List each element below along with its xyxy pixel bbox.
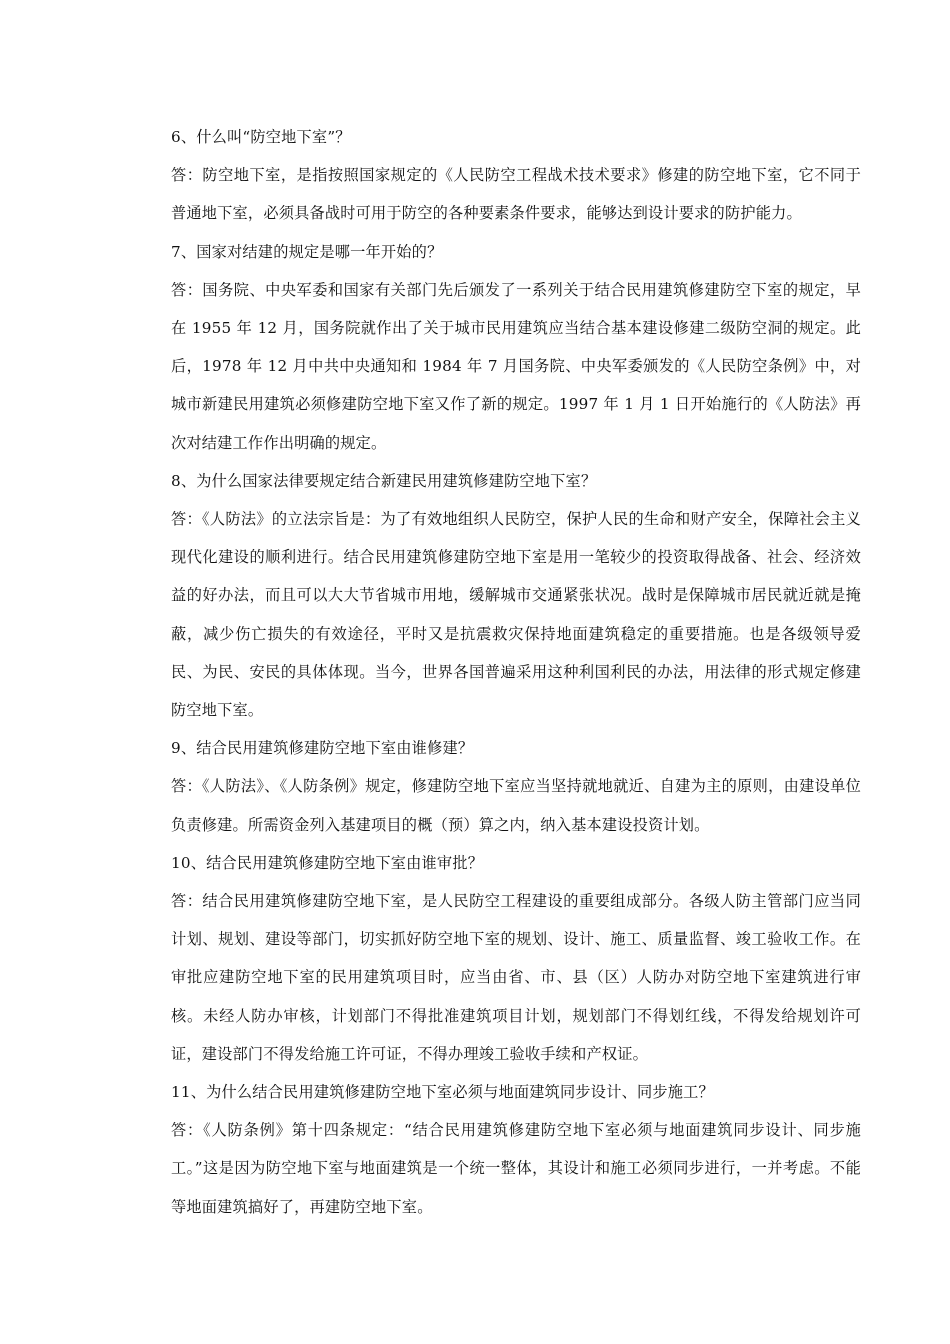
question-11: 11、为什么结合民用建筑修建防空地下室必须与地面建筑同步设计、同步施工？: [171, 1083, 714, 1102]
answer-8: 答：《人防法》的立法宗旨是：为了有效地组织人民防空，保护人民的生命和财产安全，保障社会主义现代化建设的顺利进行。结合民用建筑修建防空地下室是用一笔较少的投资取得战备、社会、经济效益的好办法，而且可以大大节省城市用地，缓解城市交通紧张状况。战时是保障城市居民就近就是掩蔽，减少伤亡损失的有效途径，平时又是抗震救灾保持地面建筑稳定的重要措施。也是各级领导爱民、为民、安民的具体体现。当今，世界各国普遍采用这种利国利民的办法，用法律的形式规定修建防空地下室。: [171, 510, 861, 720]
answer-11: 答：《人防条例》第十四条规定：“结合民用建筑修建防空地下室必须与地面建筑同步设计、同步施工。”这是因为防空地下室与地面建筑是一个统一整体，其设计和施工必须同步进行，一并考虑。不能等地面建筑搞好了，再建防空地下室。: [171, 1121, 861, 1216]
answer-9: 答：《人防法》、《人防条例》规定，修建防空地下室应当坚持就地就近、自建为主的原则，由建设单位负责修建。所需资金列入基建项目的概（预）算之内，纳入基本建设投资计划。: [171, 777, 861, 834]
question-6: 6、什么叫“防空地下室”？: [171, 128, 351, 146]
answer-6: 答：防空地下室，是指按照国家规定的《人民防空工程战术技术要求》修建的防空地下室，它不同于普通地下室，必须具备战时可用于防空的各种要素条件要求，能够达到设计要求的防护能力。: [171, 166, 861, 223]
answer-7: 答：国务院、中央军委和国家有关部门先后颁发了一系列关于结合民用建筑修建防空下室的规定，早在 1955 年 12 月，国务院就作出了关于城市民用建筑应当结合基本建设修建二级防空洞的规定。此后，1978 年 12 月中共中央通知和 1984 年 7 月国务院、中央军委颁发的《人民防空条例》中，对城市新建民用建筑必须修建防空地下室又作了新的规定。1997 年 1 月 1 日开始施行的《人防法》再次对结建工作作出明确的规定。: [171, 280, 861, 452]
question-7: 7、国家对结建的规定是哪一年开始的？: [171, 242, 443, 261]
question-10: 10、结合民用建筑修建防空地下室由谁审批？: [171, 853, 484, 872]
answer-10: 答：结合民用建筑修建防空地下室，是人民防空工程建设的重要组成部分。各级人防主管部门应当同计划、规划、建设等部门，切实抓好防空地下室的规划、设计、施工、质量监督、竣工验收工作。在审批应建防空地下室的民用建筑项目时，应当由省、市、县（区）人防办对防空地下室建筑进行审核。未经人防办审核，计划部门不得批准建筑项目计划，规划部门不得划红线，不得发给规划许可证，建设部门不得发给施工许可证，不得办理竣工验收手续和产权证。: [171, 892, 861, 1063]
qa-content: [171, 118, 861, 1226]
question-8: 8、为什么国家法律要规定结合新建民用建筑修建防空地下室？: [171, 471, 597, 490]
question-9: 9、结合民用建筑修建防空地下室由谁修建？: [171, 739, 474, 758]
